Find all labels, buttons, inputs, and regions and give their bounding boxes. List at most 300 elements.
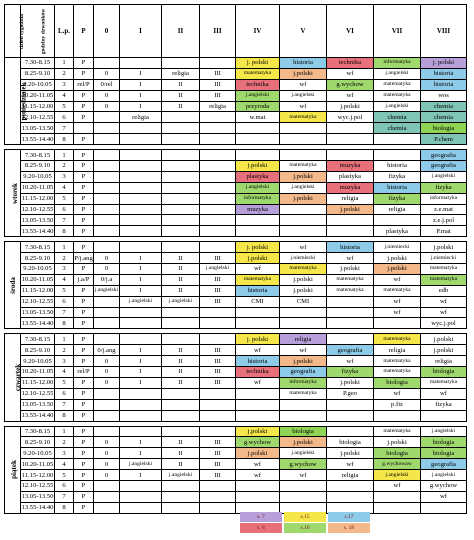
lesson-cell-class-I bbox=[120, 123, 162, 134]
lesson-cell-class-I: I bbox=[120, 285, 162, 296]
lesson-cell-class-VIII: g.wychow bbox=[421, 480, 467, 491]
lesson-cell-class-III: III bbox=[200, 356, 236, 367]
lesson-cell-class-I: I bbox=[120, 264, 162, 275]
header-class-4: IV bbox=[236, 5, 280, 58]
lesson-cell-class-VI bbox=[327, 134, 374, 145]
lesson-cell-class-III: j.angielski bbox=[200, 264, 236, 275]
lesson-cell-class-0 bbox=[94, 193, 120, 204]
lesson-cell-class-VIII: chemia bbox=[421, 112, 467, 123]
lesson-cell-class-0: 0 bbox=[94, 377, 120, 388]
p-cell: P bbox=[74, 307, 94, 318]
lesson-cell-class-V: j.polski bbox=[280, 68, 327, 79]
lesson-cell-class-0 bbox=[94, 204, 120, 215]
lesson-cell-class-V: informatyka bbox=[280, 377, 327, 388]
lesson-cell-class-IV: technika bbox=[236, 367, 280, 378]
lesson-cell-class-IV: j.polski bbox=[236, 448, 280, 459]
lesson-cell-class-VI bbox=[327, 226, 374, 237]
lesson-cell-class-II bbox=[162, 58, 200, 69]
lesson-cell-class-I bbox=[120, 193, 162, 204]
lesson-number-cell: 2 bbox=[55, 437, 74, 448]
lesson-number-cell: 3 bbox=[55, 448, 74, 459]
lesson-cell-class-0: 0 bbox=[94, 437, 120, 448]
lesson-cell-class-VIII: j.angielski bbox=[421, 171, 467, 182]
lesson-cell-class-VIII: geografia bbox=[421, 150, 467, 161]
table-row bbox=[5, 388, 467, 399]
p-cell: P bbox=[74, 150, 94, 161]
lesson-cell-class-0: 0 bbox=[94, 68, 120, 79]
lesson-cell-class-IV: matematyka bbox=[236, 274, 280, 285]
lesson-cell-class-VII: matematyka bbox=[374, 367, 421, 378]
lesson-cell-class-V bbox=[280, 410, 327, 421]
lesson-cell-class-0 bbox=[94, 226, 120, 237]
hours-cell: 7.30-8.15 bbox=[21, 242, 55, 253]
lesson-cell-class-III bbox=[200, 58, 236, 69]
day-name: wtorek bbox=[10, 182, 19, 204]
table-row bbox=[5, 161, 467, 172]
lesson-cell-class-II: II bbox=[162, 367, 200, 378]
lesson-cell-class-VIII: wos bbox=[421, 90, 467, 101]
lesson-cell-class-IV: informatyka bbox=[236, 193, 280, 204]
lesson-cell-class-III: III bbox=[200, 274, 236, 285]
lesson-cell-class-I bbox=[120, 388, 162, 399]
lesson-cell-class-II bbox=[162, 502, 200, 513]
lesson-cell-class-0: 0 bbox=[94, 448, 120, 459]
lesson-number-cell: 6 bbox=[55, 480, 74, 491]
lesson-cell-class-0 bbox=[94, 123, 120, 134]
lesson-cell-class-VI bbox=[327, 318, 374, 329]
lesson-cell-class-VI: fizyka bbox=[327, 367, 374, 378]
lesson-number-cell: 4 bbox=[55, 182, 74, 193]
lesson-cell-class-II bbox=[162, 161, 200, 172]
table-row bbox=[5, 193, 467, 204]
lesson-cell-class-III bbox=[200, 491, 236, 502]
lesson-cell-class-0: 0 bbox=[94, 101, 120, 112]
lesson-cell-class-II: II bbox=[162, 345, 200, 356]
lesson-cell-class-II bbox=[162, 193, 200, 204]
lesson-number-cell: 7 bbox=[55, 215, 74, 226]
lesson-cell-class-II: II bbox=[162, 253, 200, 264]
lesson-cell-class-II: II bbox=[162, 437, 200, 448]
hours-cell: 13.05-13.50 bbox=[21, 493, 54, 501]
lesson-cell-class-IV: technika bbox=[236, 79, 280, 90]
lesson-cell-class-VII: wf bbox=[374, 480, 421, 491]
lesson-cell-class-VI: geografia bbox=[327, 345, 374, 356]
lesson-cell-class-VI: wf bbox=[327, 253, 374, 264]
table-row bbox=[5, 112, 467, 123]
lesson-cell-class-VIII: j.polski bbox=[421, 334, 467, 345]
lesson-cell-class-V: historia bbox=[280, 58, 327, 69]
lesson-cell-class-II: II bbox=[162, 79, 200, 90]
lesson-cell-class-III bbox=[200, 399, 236, 410]
lesson-cell-class-0: 0/rel bbox=[94, 79, 120, 90]
table-row bbox=[5, 410, 467, 421]
hours-cell: 13.55-14.40 bbox=[21, 135, 54, 143]
table-row bbox=[5, 426, 467, 437]
lesson-cell-class-IV: matematyka bbox=[236, 68, 280, 79]
p-cell: P bbox=[74, 193, 94, 204]
table-row bbox=[5, 123, 467, 134]
lesson-number-cell: 4 bbox=[55, 367, 74, 378]
lesson-cell-class-VIII: matematyka bbox=[421, 274, 467, 285]
lesson-cell-class-III: III bbox=[200, 377, 236, 388]
lesson-cell-class-VII bbox=[374, 215, 421, 226]
lesson-cell-class-VIII: j.polski bbox=[421, 345, 467, 356]
hours-cell: 9.20-10.05 bbox=[21, 79, 55, 90]
lesson-cell-class-III: III bbox=[200, 367, 236, 378]
lesson-cell-class-I: j.angielski bbox=[120, 296, 162, 307]
lesson-cell-class-0 bbox=[94, 388, 120, 399]
lesson-cell-class-VII bbox=[374, 134, 421, 145]
lesson-cell-class-II: II bbox=[162, 459, 200, 470]
lesson-cell-class-0: 0/j.ang bbox=[94, 345, 120, 356]
lesson-cell-class-IV: CMI bbox=[236, 296, 280, 307]
lesson-number-cell: 8 bbox=[55, 134, 74, 145]
lesson-number-cell: 1 bbox=[55, 426, 74, 437]
lesson-cell-class-0 bbox=[94, 491, 120, 502]
table-row bbox=[5, 437, 467, 448]
hours-cell: 13.55-14.40 bbox=[21, 319, 54, 327]
lesson-cell-class-I: I bbox=[120, 79, 162, 90]
timetable-sheet bbox=[4, 4, 466, 514]
lesson-number-cell: 2 bbox=[55, 68, 74, 79]
lesson-cell-class-III: III bbox=[200, 448, 236, 459]
lesson-cell-class-V: j.polski bbox=[280, 285, 327, 296]
lesson-cell-class-I bbox=[120, 307, 162, 318]
lesson-cell-class-IV bbox=[236, 215, 280, 226]
lesson-cell-class-IV bbox=[236, 134, 280, 145]
lesson-cell-class-III: III bbox=[200, 296, 236, 307]
lesson-cell-class-VIII: biologia bbox=[421, 367, 467, 378]
lesson-cell-class-I bbox=[120, 204, 162, 215]
lesson-cell-class-I: I bbox=[120, 253, 162, 264]
lesson-cell-class-III bbox=[200, 410, 236, 421]
lesson-number-cell: 7 bbox=[55, 491, 74, 502]
table-row bbox=[5, 79, 467, 90]
lesson-cell-class-II: II bbox=[162, 274, 200, 285]
lesson-cell-class-II bbox=[162, 307, 200, 318]
lesson-cell-class-VII: j.polski bbox=[374, 264, 421, 275]
lesson-cell-class-VI: religia bbox=[327, 470, 374, 481]
lesson-cell-class-IV: wf bbox=[236, 264, 280, 275]
lesson-cell-class-IV bbox=[236, 150, 280, 161]
lesson-cell-class-VII: religia bbox=[374, 204, 421, 215]
lesson-cell-class-IV: wf bbox=[236, 377, 280, 388]
lesson-cell-class-VII: biologia bbox=[374, 377, 421, 388]
lesson-cell-class-III bbox=[200, 204, 236, 215]
lesson-cell-class-I bbox=[120, 182, 162, 193]
lesson-cell-class-VII: j.angielski bbox=[374, 68, 421, 79]
hours-cell: 9.20-10.05 bbox=[21, 356, 55, 367]
hours-cell: 7.30-8.15 bbox=[21, 334, 55, 345]
lesson-cell-class-II: II bbox=[162, 356, 200, 367]
lesson-cell-class-VI bbox=[327, 296, 374, 307]
hours-cell: 11.15-12.00 bbox=[21, 103, 54, 110]
hours-cell: 8.25-9.10 bbox=[21, 161, 55, 172]
lesson-cell-class-IV bbox=[236, 226, 280, 237]
hours-cell: 8.25-9.10 bbox=[21, 345, 55, 356]
day-name-cell bbox=[5, 150, 21, 237]
p-cell: P bbox=[74, 502, 94, 513]
day-name: poniedziałek bbox=[19, 82, 28, 120]
lesson-cell-class-IV bbox=[236, 480, 280, 491]
p-cell: P bbox=[74, 480, 94, 491]
lesson-cell-class-VII: wf bbox=[374, 274, 421, 285]
lesson-cell-class-VI: religia bbox=[327, 193, 374, 204]
lesson-cell-class-VI: j.polski bbox=[327, 377, 374, 388]
lesson-cell-class-IV: muzyka bbox=[236, 204, 280, 215]
lesson-cell-class-VI: matematyka bbox=[327, 285, 374, 296]
lesson-cell-class-VIII: j. polski bbox=[421, 58, 467, 69]
lesson-cell-class-IV: j.polski bbox=[236, 161, 280, 172]
lesson-cell-class-V bbox=[280, 480, 327, 491]
lesson-cell-class-I bbox=[120, 226, 162, 237]
p-cell: P bbox=[74, 68, 94, 79]
table-row bbox=[5, 182, 467, 193]
lesson-cell-class-II: II bbox=[162, 448, 200, 459]
lesson-number-cell: 8 bbox=[55, 226, 74, 237]
lesson-cell-class-V: j.angielski bbox=[280, 448, 327, 459]
lesson-cell-class-V: religia bbox=[280, 334, 327, 345]
lesson-cell-class-VIII: wf bbox=[421, 388, 467, 399]
lesson-cell-class-IV bbox=[236, 491, 280, 502]
lesson-cell-class-I: I bbox=[120, 377, 162, 388]
lesson-cell-class-I bbox=[120, 426, 162, 437]
lesson-cell-class-II bbox=[162, 388, 200, 399]
lesson-cell-class-0 bbox=[94, 480, 120, 491]
lesson-cell-class-V: wf bbox=[280, 470, 327, 481]
lesson-cell-class-VIII: religia bbox=[421, 356, 467, 367]
lesson-cell-class-I bbox=[120, 491, 162, 502]
lesson-cell-class-VII: matematyka bbox=[374, 285, 421, 296]
legend-item-s17: s.17 bbox=[328, 512, 370, 522]
lesson-cell-class-I: I bbox=[120, 437, 162, 448]
lesson-cell-class-VI: wf bbox=[327, 68, 374, 79]
day-name: czwartek bbox=[14, 363, 23, 392]
p-cell: P bbox=[74, 410, 94, 421]
lesson-cell-class-VII bbox=[374, 410, 421, 421]
lesson-cell-class-I bbox=[120, 161, 162, 172]
lesson-cell-class-V: wf bbox=[280, 242, 327, 253]
lesson-number-cell: 8 bbox=[55, 318, 74, 329]
lesson-cell-class-V: geografia bbox=[280, 367, 327, 378]
lesson-cell-class-IV bbox=[236, 388, 280, 399]
table-row bbox=[5, 171, 467, 182]
lesson-cell-class-III bbox=[200, 150, 236, 161]
lesson-cell-class-VIII: biologia bbox=[421, 448, 467, 459]
table-row bbox=[5, 356, 467, 367]
lesson-number-cell: 4 bbox=[55, 90, 74, 101]
lesson-cell-class-VIII: wf bbox=[421, 296, 467, 307]
lesson-cell-class-IV bbox=[236, 307, 280, 318]
hours-cell: 13.55-14.40 bbox=[21, 504, 54, 512]
lesson-cell-class-VIII: j.angielski bbox=[421, 470, 467, 481]
lesson-cell-class-VI: technika bbox=[327, 58, 374, 69]
lesson-cell-class-VIII: j.polski bbox=[421, 242, 467, 253]
lesson-cell-class-VII: chemia bbox=[374, 123, 421, 134]
lesson-cell-class-I: I bbox=[120, 101, 162, 112]
lesson-cell-class-V bbox=[280, 318, 327, 329]
lesson-number-cell: 3 bbox=[55, 356, 74, 367]
hours-cell: 11.15-12.00 bbox=[21, 471, 54, 479]
p-cell: P bbox=[74, 345, 94, 356]
lesson-cell-class-IV: j.polski bbox=[236, 426, 280, 437]
p-cell: P bbox=[74, 161, 94, 172]
lesson-cell-class-IV: j.angielski bbox=[236, 182, 280, 193]
lesson-cell-class-II bbox=[162, 426, 200, 437]
hours-cell: 13.05-13.50 bbox=[21, 401, 54, 409]
lesson-number-cell: 5 bbox=[55, 470, 74, 481]
lesson-cell-class-0: 0 bbox=[94, 253, 120, 264]
lesson-cell-class-VII: biologia bbox=[374, 448, 421, 459]
lesson-cell-class-II bbox=[162, 150, 200, 161]
lesson-cell-class-III: III bbox=[200, 90, 236, 101]
hours-cell: 9.20-10.05 bbox=[21, 171, 55, 182]
p-cell: P bbox=[74, 134, 94, 145]
lesson-cell-class-V: wf bbox=[280, 345, 327, 356]
lesson-cell-class-VIII: geografia bbox=[421, 459, 467, 470]
lesson-cell-class-VIII: fizyka bbox=[421, 182, 467, 193]
lesson-cell-class-I bbox=[120, 318, 162, 329]
lesson-cell-class-III: III bbox=[200, 79, 236, 90]
lesson-cell-class-VIII: wf bbox=[421, 307, 467, 318]
p-cell: P bbox=[74, 90, 94, 101]
lesson-cell-class-0 bbox=[94, 296, 120, 307]
lesson-number-cell: 2 bbox=[55, 161, 74, 172]
lesson-cell-class-V: wf bbox=[280, 101, 327, 112]
legend-item-s16: s.16 bbox=[284, 523, 326, 533]
lesson-cell-class-VIII: wf bbox=[421, 491, 467, 502]
lesson-cell-class-VI: j.polski bbox=[327, 448, 374, 459]
lesson-cell-class-VII: historia bbox=[374, 182, 421, 193]
lesson-cell-class-VII: chemia bbox=[374, 112, 421, 123]
header-day: dzień tygodnia bbox=[5, 5, 21, 58]
hours-cell: 11.15-12.00 bbox=[21, 287, 54, 295]
lesson-cell-class-III: III bbox=[200, 459, 236, 470]
lesson-cell-class-III: III bbox=[200, 470, 236, 481]
p-cell: P/j.ang bbox=[74, 254, 93, 262]
p-cell: P bbox=[74, 264, 94, 275]
p-cell: P bbox=[74, 356, 94, 367]
day-name-cell bbox=[5, 334, 21, 421]
table-row bbox=[5, 470, 467, 481]
p-cell: P bbox=[74, 215, 94, 226]
hours-cell: 12.10-12.55 bbox=[21, 206, 54, 214]
lesson-number-cell: 8 bbox=[55, 410, 74, 421]
lesson-cell-class-II: j.angielski bbox=[162, 470, 200, 481]
lesson-cell-class-IV: wf bbox=[236, 459, 280, 470]
lesson-cell-class-IV: j. polski bbox=[236, 242, 280, 253]
lesson-cell-class-IV: j. polski bbox=[236, 58, 280, 69]
lesson-cell-class-VI bbox=[327, 410, 374, 421]
lesson-cell-class-VIII: informatyka bbox=[421, 193, 467, 204]
table-row bbox=[5, 204, 467, 215]
legend-item-s18: s. 18 bbox=[328, 523, 370, 533]
lesson-cell-class-VII: matematyka bbox=[374, 90, 421, 101]
lesson-cell-class-VI bbox=[327, 399, 374, 410]
lesson-cell-class-II: II bbox=[162, 377, 200, 388]
lesson-cell-class-I: I bbox=[120, 274, 162, 285]
table-row bbox=[5, 345, 467, 356]
lesson-cell-class-VI: wyc.j.pol bbox=[327, 112, 374, 123]
lesson-cell-class-V: j.angielski bbox=[280, 182, 327, 193]
lesson-cell-class-V bbox=[280, 134, 327, 145]
lesson-cell-class-VII: matematyka bbox=[374, 79, 421, 90]
table-row bbox=[5, 226, 467, 237]
hours-cell: 8.25-9.10 bbox=[21, 68, 55, 79]
lesson-cell-class-I: I bbox=[120, 356, 162, 367]
lesson-cell-class-III bbox=[200, 318, 236, 329]
table-row bbox=[5, 377, 467, 388]
lesson-number-cell: 1 bbox=[55, 334, 74, 345]
lesson-cell-class-V: matematyka bbox=[280, 388, 327, 399]
lesson-cell-class-VIII: biologia bbox=[421, 123, 467, 134]
lesson-cell-class-VI: historia bbox=[327, 242, 374, 253]
table-row bbox=[5, 318, 467, 329]
hours-cell: 7.30-8.15 bbox=[21, 58, 55, 69]
hours-cell: 10.20-11.05 bbox=[21, 368, 54, 376]
lesson-cell-class-III bbox=[200, 182, 236, 193]
p-cell bbox=[74, 123, 94, 134]
lesson-cell-class-III bbox=[200, 123, 236, 134]
lesson-cell-class-III: III bbox=[200, 437, 236, 448]
lesson-cell-class-V: j.polski bbox=[280, 274, 327, 285]
lesson-cell-class-V: g.wychow bbox=[280, 459, 327, 470]
lesson-number-cell: 7 bbox=[55, 123, 74, 134]
lesson-cell-class-III bbox=[200, 215, 236, 226]
lesson-cell-class-IV bbox=[236, 123, 280, 134]
lesson-cell-class-V: matematyka bbox=[280, 112, 327, 123]
lesson-cell-class-VI: j.polski bbox=[327, 204, 374, 215]
lesson-cell-class-V bbox=[280, 123, 327, 134]
hours-cell: 12.10-12.55 bbox=[21, 390, 54, 398]
legend-item-s8: s. 8 bbox=[240, 523, 282, 533]
lesson-cell-class-VII bbox=[374, 318, 421, 329]
lesson-cell-class-I: I bbox=[120, 367, 162, 378]
hours-cell: 10.20-11.05 bbox=[21, 184, 54, 192]
lesson-cell-class-VIII: edb bbox=[421, 285, 467, 296]
header-class-0: 0 bbox=[94, 5, 120, 58]
p-cell: P bbox=[74, 470, 94, 481]
hours-cell: 13.05-13.50 bbox=[21, 309, 54, 317]
table-row bbox=[5, 101, 467, 112]
lesson-cell-class-VII: wf bbox=[374, 388, 421, 399]
lesson-cell-class-V bbox=[280, 491, 327, 502]
hours-cell: 13.55-14.40 bbox=[21, 412, 54, 420]
lesson-cell-class-I bbox=[120, 215, 162, 226]
lesson-number-cell: 3 bbox=[55, 264, 74, 275]
lesson-cell-class-I: I bbox=[120, 90, 162, 101]
lesson-cell-class-VIII: historia bbox=[421, 79, 467, 90]
lesson-cell-class-0: 0 bbox=[94, 470, 120, 481]
lesson-cell-class-V: j.niemiecki bbox=[280, 253, 327, 264]
lesson-cell-class-II bbox=[162, 399, 200, 410]
lesson-cell-class-IV: wf bbox=[236, 345, 280, 356]
day-name-cell bbox=[5, 58, 28, 145]
header-class-2: II bbox=[162, 5, 200, 58]
lesson-cell-class-I bbox=[120, 502, 162, 513]
hours-cell: 8.25-9.10 bbox=[21, 253, 55, 264]
table-row bbox=[5, 264, 467, 275]
hours-cell: 7.30-8.15 bbox=[21, 150, 55, 161]
p-cell: P bbox=[74, 459, 94, 470]
table-row bbox=[5, 399, 467, 410]
lesson-cell-class-III: religia bbox=[200, 101, 236, 112]
lesson-cell-class-V: wf bbox=[280, 79, 327, 90]
p-cell: P bbox=[74, 296, 94, 307]
lesson-cell-class-IV: w.mat bbox=[236, 112, 280, 123]
lesson-cell-class-VIII: j.angielski bbox=[421, 426, 467, 437]
lesson-number-cell: 5 bbox=[55, 377, 74, 388]
